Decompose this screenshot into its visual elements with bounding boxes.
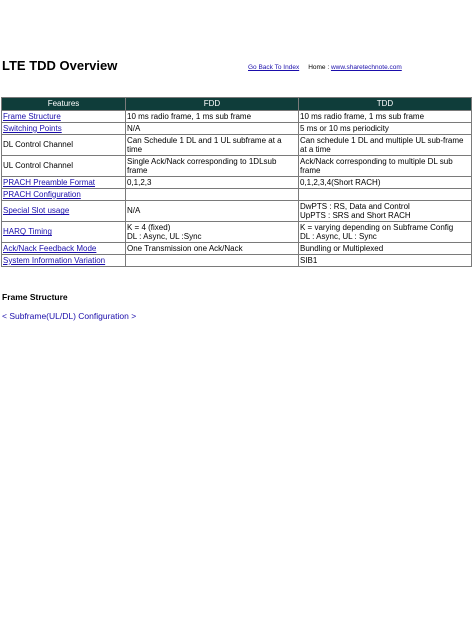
table-row xyxy=(2,135,472,156)
feature-cell xyxy=(2,111,126,123)
feature-label: UL Control Channel xyxy=(3,161,73,171)
header-fdd: FDD xyxy=(126,98,299,111)
fdd-cell: One Transmission one Ack/Nack xyxy=(126,243,299,255)
home-link[interactable]: www.sharetechnote.com xyxy=(330,64,402,71)
feature-link[interactable]: Special Slot usage xyxy=(3,206,70,216)
table-row xyxy=(2,123,472,135)
table-row xyxy=(2,156,472,177)
feature-cell xyxy=(2,243,126,255)
fdd-cell: N/A xyxy=(126,201,299,222)
feature-link[interactable]: Frame Structure xyxy=(3,111,61,121)
feature-cell xyxy=(2,156,126,177)
table-row xyxy=(2,189,472,201)
feature-cell xyxy=(2,222,126,243)
tdd-cell: Bundling or Multiplexed xyxy=(299,243,472,255)
fdd-cell: Single Ack/Nack corresponding to 1DLsub frame xyxy=(126,156,299,177)
header-tdd: TDD xyxy=(299,98,472,111)
feature-cell xyxy=(2,255,126,267)
feature-cell xyxy=(2,123,126,135)
table-row xyxy=(2,177,472,189)
table-row xyxy=(2,111,472,123)
fdd-cell: 0,1,2,3 xyxy=(126,177,299,189)
subframe-config-link[interactable]: < Subframe(UL/DL) Configuration > xyxy=(2,311,137,321)
tdd-cell: 5 ms or 10 ms periodicity xyxy=(299,123,472,135)
table-header-row xyxy=(2,98,472,111)
feature-cell xyxy=(2,135,126,156)
home-label: Home : xyxy=(308,64,330,71)
feature-link[interactable]: PRACH Preamble Format xyxy=(3,177,96,187)
feature-label: DL Control Channel xyxy=(3,140,73,150)
table-row xyxy=(2,243,472,255)
table-row xyxy=(2,201,472,222)
tdd-cell xyxy=(299,189,472,201)
fdd-cell: Can Schedule 1 DL and 1 UL subframe at a time xyxy=(126,135,299,156)
fdd-cell: N/A xyxy=(126,123,299,135)
comparison-table xyxy=(1,97,472,267)
fdd-cell: 10 ms radio frame, 1 ms sub frame xyxy=(126,111,299,123)
feature-link[interactable]: Switching Points xyxy=(3,123,62,133)
tdd-cell: Can schedule 1 DL and multiple UL sub-frame at a time xyxy=(299,135,472,156)
header-features: Features xyxy=(2,98,126,111)
feature-link[interactable]: PRACH Configuration xyxy=(3,189,81,199)
feature-link[interactable]: System Information Variation xyxy=(3,255,106,265)
tdd-cell: 0,1,2,3,4(Short RACH) xyxy=(299,177,472,189)
tdd-cell: SIB1 xyxy=(299,255,472,267)
table-row xyxy=(2,222,472,243)
feature-link[interactable]: HARQ Timing xyxy=(3,227,52,237)
feature-cell xyxy=(2,177,126,189)
section-title: Frame Structure xyxy=(2,292,68,302)
feature-cell xyxy=(2,201,126,222)
fdd-cell xyxy=(126,255,299,267)
fdd-cell: K = 4 (fixed) DL : Async, UL :Sync xyxy=(126,222,299,243)
tdd-cell: 10 ms radio frame, 1 ms sub frame xyxy=(299,111,472,123)
tdd-cell: Ack/Nack corresponding to multiple DL sub frame xyxy=(299,156,472,177)
tdd-cell: DwPTS : RS, Data and Control UpPTS : SRS and Short RACH xyxy=(299,201,472,222)
tdd-cell: K = varying depending on Subframe Config DL : Async, UL : Sync xyxy=(299,222,472,243)
fdd-cell xyxy=(126,189,299,201)
feature-cell xyxy=(2,189,126,201)
back-to-index-link[interactable]: Go Back To Index xyxy=(248,64,300,71)
top-nav xyxy=(248,64,402,71)
feature-link[interactable]: Ack/Nack Feedback Mode xyxy=(3,243,97,253)
page-title: LTE TDD Overview xyxy=(2,58,118,73)
table-row xyxy=(2,255,472,267)
